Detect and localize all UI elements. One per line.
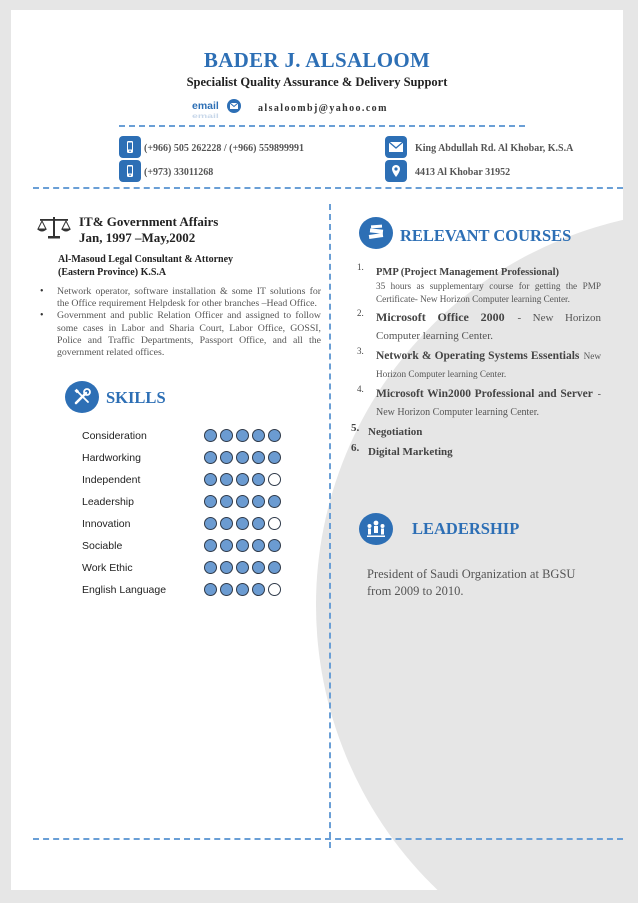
rating-dot-empty	[268, 583, 281, 596]
books-icon	[359, 217, 393, 249]
skill-label: Independent	[82, 474, 141, 486]
mobile-icon	[119, 160, 141, 182]
course-item	[349, 384, 601, 420]
course-number: 5.	[351, 422, 360, 434]
experience-bullet: • Network operator, software installation & some IT solutions for the Office requirement Helpdesk for other branches –Head Office.	[39, 286, 321, 310]
experience-dates: Jan, 1997 –May,2002	[79, 230, 196, 245]
course-item	[349, 422, 601, 440]
rating-dot-filled	[220, 561, 233, 574]
course-title: Negotiation	[368, 426, 423, 438]
rating-dot-filled	[204, 451, 217, 464]
rating-dot-filled	[236, 473, 249, 486]
email-icon	[192, 98, 242, 120]
rating-dot-filled	[236, 495, 249, 508]
rating-dot-filled	[220, 517, 233, 530]
email-icon-reflection: email	[192, 111, 219, 120]
course-item	[349, 346, 601, 382]
rating-dot-empty	[268, 517, 281, 530]
rating-dot-filled	[220, 451, 233, 464]
email-address[interactable]: alsaloombj@yahoo.com	[258, 103, 388, 114]
header-divider	[119, 125, 525, 127]
rating-dot-filled	[236, 539, 249, 552]
rating-dot-filled	[236, 583, 249, 596]
skill-label: English Language	[82, 584, 167, 596]
rating-dot-filled	[204, 473, 217, 486]
phone-icon	[119, 136, 141, 158]
rating-dot-filled	[268, 451, 281, 464]
course-title: Digital Marketing	[368, 446, 453, 458]
rating-dot-filled	[236, 451, 249, 464]
experience-bullet: • Government and public Relation Officer and assigned to follow some cases in Labor and Sharia Court, Labor Office, GOSSI, Police and Traffic Departments, Passport Office, and all the government related offices.	[39, 310, 321, 359]
rating-dot-filled	[220, 539, 233, 552]
course-description: 35 hours as supplementary course for getting the PMP Certificate- New Horizon Computer learning Center.	[376, 281, 601, 304]
course-description: New Horizon Computer learning Center.	[376, 351, 602, 379]
course-number: 4.	[357, 384, 364, 394]
course-title: Network & Operating Systems Essentials	[376, 350, 580, 362]
rating-dot-filled	[204, 561, 217, 574]
company-location: (Eastern Province) K.S.A	[58, 267, 167, 278]
course-description: - New Horizon Computer learning Center.	[376, 389, 602, 418]
location-icon	[385, 160, 407, 182]
skill-rating	[204, 473, 281, 486]
course-item	[349, 442, 601, 460]
rating-dot-filled	[252, 583, 265, 596]
scales-icon	[35, 215, 73, 244]
team-icon	[359, 513, 393, 545]
rating-dot-empty	[268, 473, 281, 486]
rating-dot-filled	[220, 473, 233, 486]
phone-secondary: (+973) 33011268	[144, 167, 214, 178]
courses-heading: RELEVANT COURSES	[400, 226, 572, 245]
rating-dot-filled	[252, 451, 265, 464]
rating-dot-filled	[220, 583, 233, 596]
leadership-text: President of Saudi Organization at BGSU from 2009 to 2010.	[367, 567, 576, 598]
skill-label: Work Ethic	[82, 562, 133, 574]
rating-dot-filled	[220, 495, 233, 508]
phone-primary: (+966) 505 262228 / (+966) 559899991	[144, 143, 304, 154]
leadership-heading: LEADERSHIP	[412, 519, 520, 538]
candidate-name: BADER J. ALSALOOM	[203, 48, 431, 72]
address-line-1: King Abdullah Rd. Al Khobar, K.S.A	[415, 143, 574, 154]
email-icon-label: email	[192, 100, 219, 112]
column-divider	[329, 204, 331, 848]
rating-dot-filled	[252, 473, 265, 486]
courses-list	[349, 262, 601, 462]
rating-dot-filled	[236, 517, 249, 530]
tools-icon	[65, 381, 99, 413]
course-number: 1.	[357, 262, 364, 272]
rating-dot-filled	[220, 429, 233, 442]
rating-dot-filled	[204, 429, 217, 442]
skill-label: Innovation	[82, 518, 131, 530]
envelope-icon	[385, 136, 407, 158]
experience-role: IT& Government Affairs	[79, 214, 219, 229]
rating-dot-filled	[252, 517, 265, 530]
skill-label: Leadership	[82, 496, 134, 508]
rating-dot-filled	[268, 561, 281, 574]
rating-dot-filled	[252, 429, 265, 442]
rating-dot-filled	[236, 429, 249, 442]
address-line-2: 4413 Al Khobar 31952	[415, 167, 511, 178]
course-description: - New Horizon Computer learning Center.	[376, 312, 602, 342]
rating-dot-filled	[204, 517, 217, 530]
skill-rating	[204, 583, 281, 596]
rating-dot-filled	[204, 495, 217, 508]
section-divider-top	[33, 187, 623, 189]
rating-dot-filled	[252, 561, 265, 574]
rating-dot-filled	[236, 561, 249, 574]
company-name: Al-Masoud Legal Consultant & Attorney	[58, 254, 234, 265]
resume-page	[11, 10, 623, 890]
skill-label: Hardworking	[82, 452, 141, 464]
rating-dot-filled	[204, 539, 217, 552]
rating-dot-filled	[252, 539, 265, 552]
skill-rating	[204, 429, 281, 442]
rating-dot-filled	[268, 495, 281, 508]
rating-dot-filled	[204, 583, 217, 596]
skill-rating	[204, 517, 281, 530]
skill-rating	[204, 451, 281, 464]
course-title: PMP (Project Management Professional)	[376, 267, 560, 278]
skill-rating	[204, 561, 281, 574]
skills-heading: SKILLS	[106, 388, 166, 407]
course-item	[349, 308, 601, 344]
rating-dot-filled	[268, 539, 281, 552]
skill-rating	[204, 495, 281, 508]
course-number: 6.	[351, 442, 360, 454]
skill-label: Sociable	[82, 540, 123, 552]
section-divider-bottom	[33, 838, 623, 840]
skill-rating	[204, 539, 281, 552]
experience-company	[58, 253, 233, 279]
rating-dot-filled	[252, 495, 265, 508]
course-number: 3.	[357, 346, 364, 356]
rating-dot-filled	[268, 429, 281, 442]
course-number: 2.	[357, 308, 364, 318]
course-title: Microsoft Win2000 Professional and Server	[376, 388, 593, 400]
course-item	[349, 262, 601, 306]
experience-title	[79, 214, 218, 246]
job-title: Specialist Quality Assurance & Delivery Support	[186, 75, 448, 89]
course-title: Microsoft Office 2000	[376, 310, 505, 324]
skill-label: Consideration	[82, 430, 147, 442]
experience-bullets	[39, 286, 321, 359]
